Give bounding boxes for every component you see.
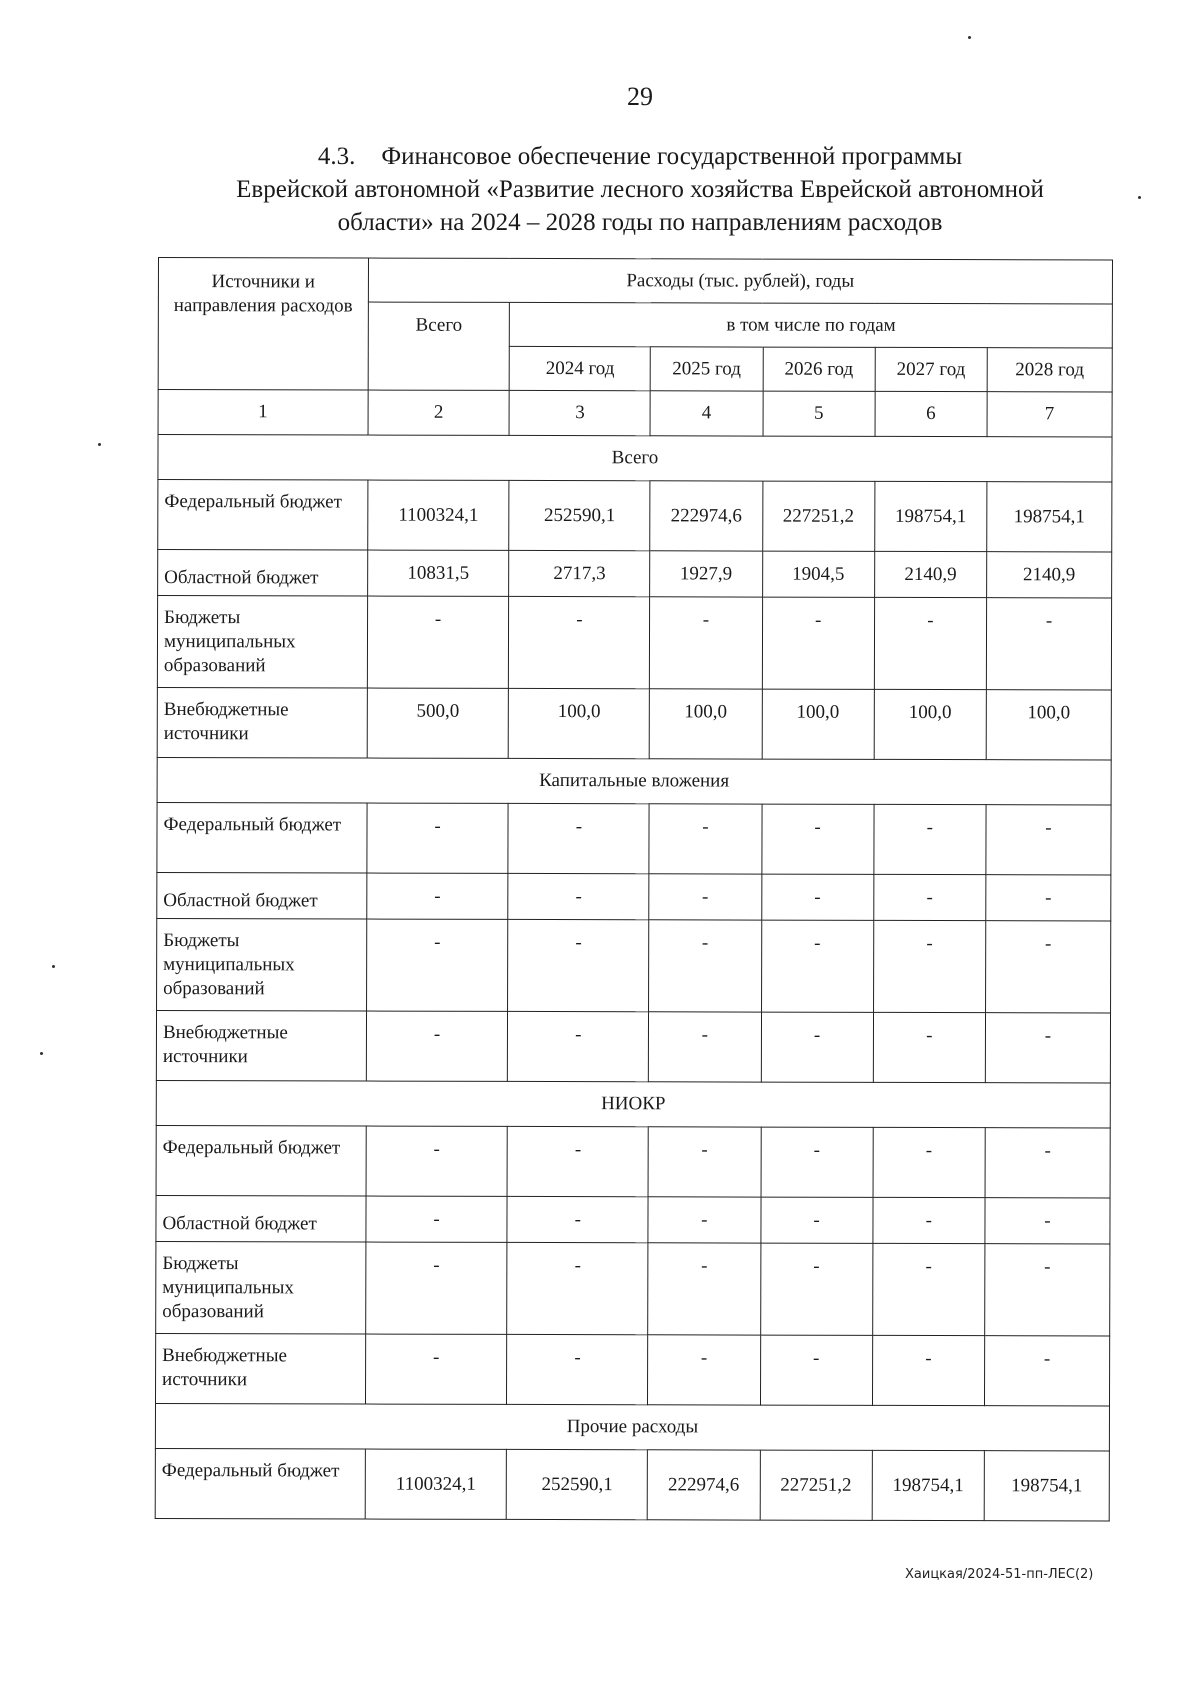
value-cell: - bbox=[366, 1011, 508, 1081]
value-cell: - bbox=[508, 1126, 649, 1196]
value-cell: - bbox=[367, 803, 509, 873]
table-row bbox=[157, 596, 1111, 690]
value-cell: - bbox=[761, 1127, 873, 1197]
value-cell: 222974,6 bbox=[650, 481, 762, 551]
section-header-row bbox=[155, 1403, 1109, 1450]
table-row bbox=[156, 1195, 1110, 1243]
value-cell: 252590,1 bbox=[509, 480, 650, 550]
value-cell: - bbox=[872, 1243, 984, 1335]
value-cell: 227251,2 bbox=[760, 1450, 872, 1520]
value-cell: - bbox=[366, 1126, 508, 1196]
table-row bbox=[157, 918, 1111, 1012]
value-cell: - bbox=[649, 874, 761, 920]
table-row bbox=[157, 687, 1111, 759]
row-label: Областной бюджет bbox=[157, 872, 367, 919]
header-year: 2028 год bbox=[987, 348, 1112, 392]
document-heading bbox=[150, 140, 1130, 239]
value-cell: 100,0 bbox=[762, 689, 874, 759]
heading-line-3: области» на 2024 – 2028 годы по направлениям расходов bbox=[337, 209, 943, 236]
value-cell: - bbox=[985, 921, 1110, 1013]
table-sections bbox=[155, 435, 1112, 1521]
value-cell: 198754,1 bbox=[874, 481, 986, 551]
value-cell: - bbox=[873, 1127, 985, 1197]
row-label: Областной бюджет bbox=[158, 550, 368, 597]
value-cell: - bbox=[761, 804, 873, 874]
scan-speck bbox=[968, 36, 971, 39]
value-cell: - bbox=[760, 1335, 872, 1405]
value-cell: - bbox=[986, 598, 1111, 690]
value-cell: - bbox=[872, 1335, 984, 1405]
column-number-row bbox=[158, 390, 1112, 437]
header-total: Всего bbox=[368, 302, 510, 390]
value-cell: - bbox=[873, 920, 985, 1012]
value-cell: 1100324,1 bbox=[365, 1449, 507, 1519]
value-cell: - bbox=[985, 1128, 1110, 1198]
section-title: Прочие расходы bbox=[155, 1403, 1109, 1450]
header-row-1 bbox=[158, 258, 1112, 304]
value-cell: - bbox=[366, 873, 508, 919]
section-title: Всего bbox=[158, 435, 1112, 482]
financing-table bbox=[155, 257, 1113, 1521]
row-label: Внебюджетные источники bbox=[155, 1333, 365, 1404]
row-label: Внебюджетные источники bbox=[157, 687, 367, 758]
value-cell: - bbox=[986, 875, 1111, 921]
table-row bbox=[155, 1333, 1109, 1405]
value-cell: - bbox=[508, 803, 649, 873]
table-row bbox=[155, 1448, 1109, 1520]
value-cell: 198754,1 bbox=[984, 1451, 1109, 1521]
value-cell: 2140,9 bbox=[987, 552, 1112, 598]
row-label: Внебюджетные источники bbox=[156, 1010, 366, 1081]
value-cell: - bbox=[367, 596, 509, 688]
row-label: Федеральный бюджет bbox=[158, 480, 368, 551]
value-cell: 100,0 bbox=[509, 688, 650, 758]
row-label: Бюджеты муниципальных образований bbox=[157, 918, 367, 1011]
value-cell: 100,0 bbox=[649, 689, 761, 759]
value-cell: - bbox=[508, 873, 649, 919]
value-cell: - bbox=[985, 1198, 1110, 1244]
value-cell: - bbox=[649, 804, 761, 874]
value-cell: - bbox=[762, 597, 874, 689]
value-cell: - bbox=[984, 1336, 1109, 1406]
section-title: Капитальные вложения bbox=[157, 757, 1111, 804]
row-label: Федеральный бюджет bbox=[156, 1125, 366, 1196]
value-cell: 2717,3 bbox=[509, 550, 650, 596]
row-label: Федеральный бюджет bbox=[155, 1448, 365, 1519]
value-cell: - bbox=[507, 1196, 648, 1242]
row-label: Бюджеты муниципальных образований bbox=[156, 1241, 366, 1334]
page-number: 29 bbox=[627, 82, 653, 111]
table-row bbox=[157, 802, 1111, 874]
header-year: 2025 год bbox=[650, 347, 762, 391]
section-header-row bbox=[157, 757, 1111, 804]
table-row bbox=[158, 550, 1112, 598]
value-cell: - bbox=[508, 1011, 649, 1081]
value-cell: - bbox=[874, 804, 986, 874]
value-cell: 1927,9 bbox=[650, 551, 762, 597]
value-cell: - bbox=[761, 1012, 873, 1082]
value-cell: - bbox=[761, 874, 873, 920]
value-cell: - bbox=[873, 1197, 985, 1243]
header-sources: Источники и направления расходов bbox=[158, 258, 368, 391]
value-cell: 198754,1 bbox=[872, 1450, 984, 1520]
value-cell: - bbox=[366, 1196, 508, 1242]
column-number: 1 bbox=[158, 390, 368, 436]
value-cell: - bbox=[649, 920, 761, 1012]
value-cell: - bbox=[985, 1244, 1110, 1336]
column-number: 3 bbox=[510, 390, 651, 435]
scan-speck bbox=[1138, 196, 1141, 199]
value-cell: - bbox=[648, 1243, 760, 1335]
value-cell: - bbox=[648, 1197, 760, 1243]
value-cell: - bbox=[648, 1127, 760, 1197]
value-cell: 10831,5 bbox=[367, 550, 509, 596]
value-cell: - bbox=[873, 1012, 985, 1082]
column-number: 2 bbox=[368, 390, 510, 435]
table-row bbox=[157, 872, 1111, 920]
section-header-row bbox=[156, 1080, 1110, 1127]
value-cell: - bbox=[366, 919, 508, 1011]
footer-code: Хаицкая/2024-51-пп-ЛЕС(2) bbox=[905, 1567, 1094, 1582]
value-cell: 222974,6 bbox=[647, 1450, 759, 1520]
value-cell: - bbox=[874, 597, 986, 689]
table-row bbox=[156, 1125, 1110, 1197]
value-cell: - bbox=[365, 1242, 507, 1334]
row-label: Федеральный бюджет bbox=[157, 802, 367, 873]
row-label: Областной бюджет bbox=[156, 1195, 366, 1242]
value-cell: - bbox=[650, 597, 762, 689]
value-cell: - bbox=[760, 1197, 872, 1243]
section-header-row bbox=[158, 435, 1112, 482]
value-cell: 1100324,1 bbox=[367, 480, 509, 550]
scan-speck bbox=[52, 965, 55, 968]
value-cell: - bbox=[760, 1243, 872, 1335]
value-cell: - bbox=[985, 1013, 1110, 1083]
value-cell: 227251,2 bbox=[762, 481, 874, 551]
value-cell: - bbox=[509, 596, 650, 688]
header-expenses: Расходы (тыс. рублей), годы bbox=[368, 258, 1112, 304]
value-cell: - bbox=[507, 1334, 648, 1404]
table-row bbox=[156, 1241, 1110, 1335]
value-cell: 1904,5 bbox=[762, 551, 874, 597]
value-cell: 198754,1 bbox=[987, 482, 1112, 552]
value-cell: 100,0 bbox=[874, 689, 986, 759]
heading-line-1: 4.3. Финансовое обеспечение государственной программы bbox=[317, 143, 963, 170]
column-number: 6 bbox=[875, 391, 987, 436]
section-title: НИОКР bbox=[156, 1080, 1110, 1127]
column-number: 5 bbox=[763, 391, 875, 436]
table-row bbox=[156, 1010, 1110, 1082]
header-year: 2024 год bbox=[510, 346, 651, 390]
table-row bbox=[158, 480, 1112, 552]
scan-speck bbox=[40, 1052, 43, 1055]
scan-speck bbox=[98, 443, 101, 446]
header-year: 2027 год bbox=[875, 347, 987, 391]
value-cell: 500,0 bbox=[367, 688, 509, 758]
value-cell: - bbox=[986, 805, 1111, 875]
value-cell: - bbox=[508, 919, 649, 1011]
value-cell: 100,0 bbox=[986, 690, 1111, 760]
header-by-years: в том числе по годам bbox=[510, 302, 1113, 348]
value-cell: - bbox=[365, 1334, 507, 1404]
section-number: 4.3. bbox=[317, 143, 356, 170]
row-label: Бюджеты муниципальных образований bbox=[157, 596, 367, 689]
header-year: 2026 год bbox=[763, 347, 875, 391]
value-cell: - bbox=[873, 874, 985, 920]
value-cell: - bbox=[649, 1012, 761, 1082]
value-cell: - bbox=[648, 1335, 760, 1405]
value-cell: - bbox=[507, 1242, 648, 1334]
value-cell: - bbox=[761, 920, 873, 1012]
heading-line-2: Еврейской автономной «Развитие лесного хозяйства Еврейской автономной bbox=[236, 176, 1044, 203]
value-cell: 2140,9 bbox=[874, 551, 986, 597]
column-number: 7 bbox=[987, 392, 1112, 437]
value-cell: 252590,1 bbox=[507, 1449, 648, 1519]
column-number: 4 bbox=[650, 391, 762, 436]
